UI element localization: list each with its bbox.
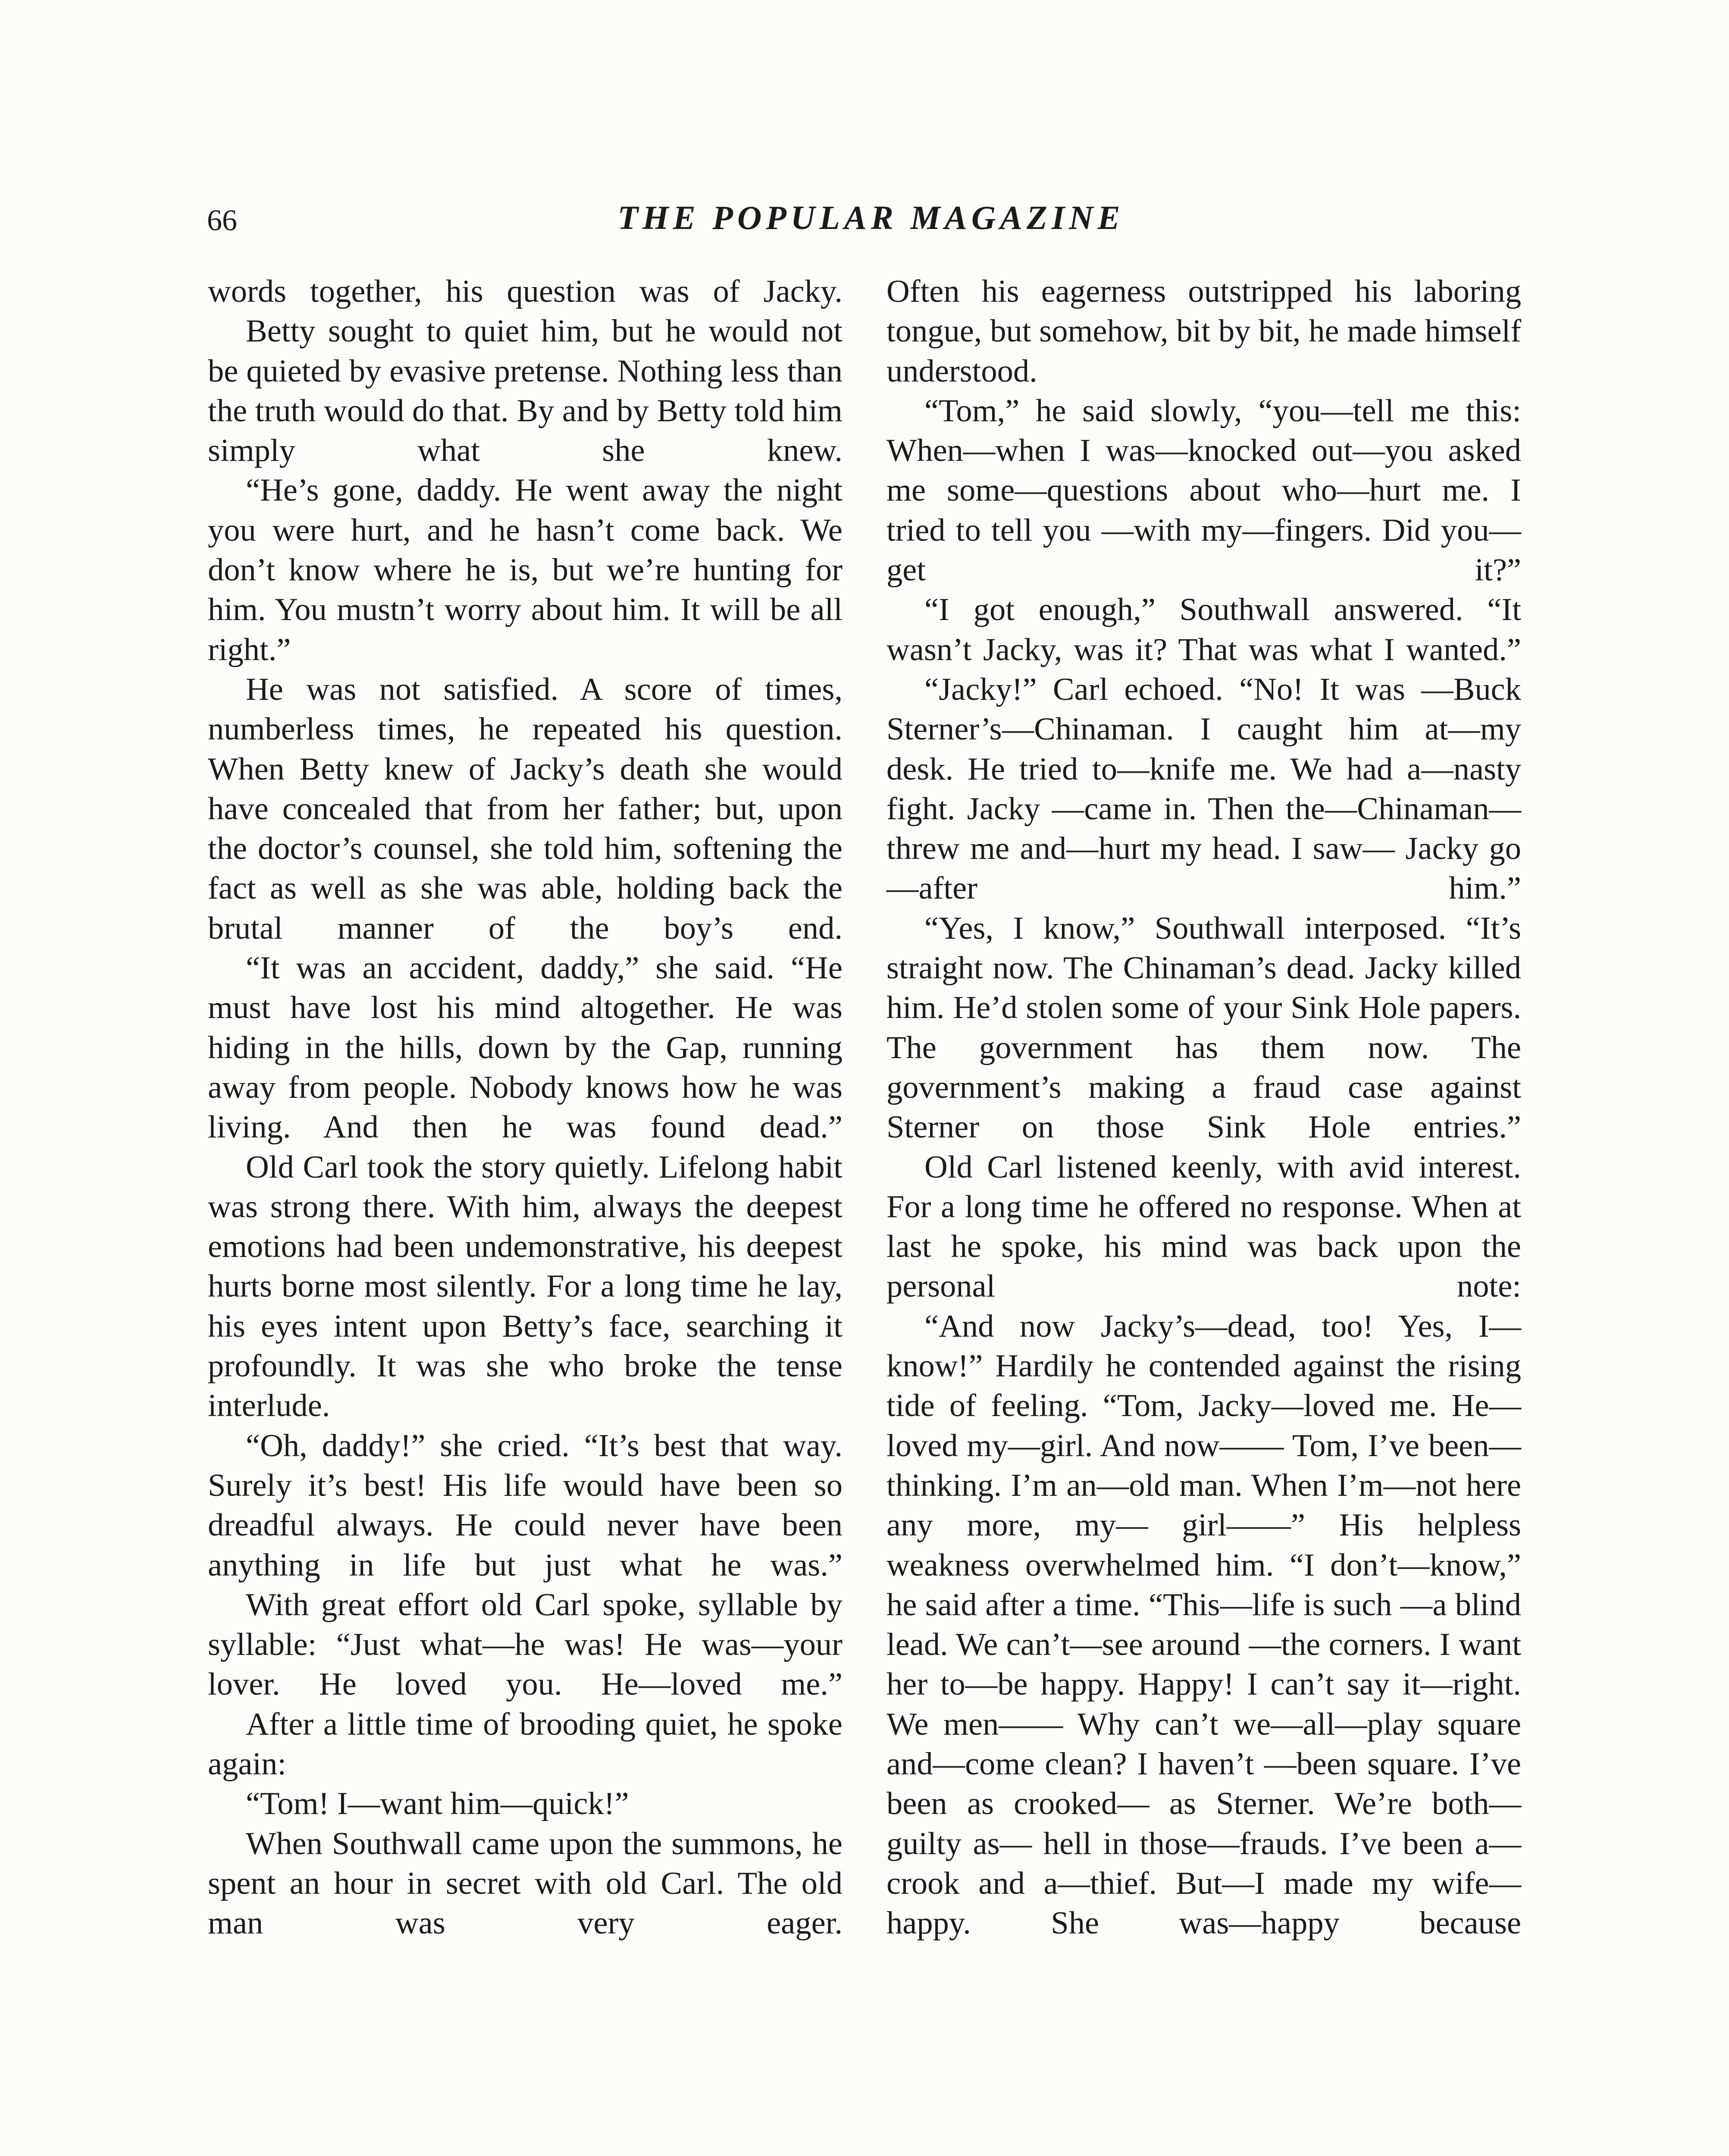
paragraph: Often his eagerness outstripped his laboring tongue, but somehow, bit by bit, he made himself understood. [886, 274, 1521, 389]
page-number: 66 [207, 204, 237, 237]
paragraph: “And now Jacky’s—dead, too! Yes, I—know!” Hardily he contended against the rising tide of feeling. “Tom, Jacky—loved me. He—loved my—girl. And now—— Tom, I’ve been—thinking. I’m an—old man. When I’m—not here any more, my— girl——” His helpless weakness overwhelmed him. “I don’t—know,” he said after a time. “This—life is such —a blind lead. We can’t—see around —the corners. I want her to—be happy. Happy! I can’t say it—right. We men—— Why can’t we—all—play square and—come clean? I haven’t —been square. I’ve been as crooked— as Sterner. We’re both—guilty as— hell in those—frauds. I’ve been a— crook and a—thief. But—I made my wife—happy. She was—happy because [886, 1308, 1521, 1941]
paragraph: “Tom,” he said slowly, “you—tell me this: When—when I was—knocked out—you asked me some—questions about who—hurt me. I tried to tell you —with my—fingers. Did you—get it?” [886, 393, 1521, 588]
paragraph: Betty sought to quiet him, but he would not be quieted by evasive pretense. Nothing less than the truth would do that. By and by Betty told him simply what she knew. [208, 313, 843, 469]
paragraph: “It was an accident, daddy,” she said. “He must have lost his mind altogether. He was hiding in the hills, down by the Gap, running away from people. Nobody knows how he was living. And then he was found dead.” [208, 950, 843, 1145]
paragraph: After a little time of brooding quiet, he spoke again: [208, 1706, 843, 1782]
paragraph: Old Carl took the story quietly. Lifelong habit was strong there. With him, always the deepest emotions had been undemonstrative, his deepest hurts borne most silently. For a long time he lay, his eyes intent upon Betty’s face, searching it profoundly. It was she who broke the tense interlude. [208, 1149, 843, 1424]
paragraph: “He’s gone, daddy. He went away the night you were hurt, and he hasn’t come back. We don’t know where he is, but we’re hunting for him. You mustn’t worry about him. It will be all right.” [208, 473, 843, 667]
running-head: THE POPULAR MAGAZINE [617, 199, 1124, 236]
paragraph: When Southwall came upon the summons, he spent an hour in secret with old Carl. The old man was very eager. [208, 1826, 843, 1941]
paragraph: He was not satisfied. A score of times, numberless times, he repeated his question. When Betty knew of Jacky’s death she would have concealed that from her father; but, upon the doctor’s counsel, she told him, softening the fact as well as she was able, holding back the brutal manner of the boy’s end. [208, 671, 843, 946]
paragraph: “Tom! I—want him—quick!” [246, 1786, 629, 1822]
paragraph: “Oh, daddy!” she cried. “It’s best that way. Surely it’s best! His life would have been so dreadful always. He could never have been anything in life but just what he was.” [208, 1428, 843, 1583]
left-text-column [208, 272, 843, 1943]
paragraph: “I got enough,” Southwall answered. “It wasn’t Jacky, was it? That was what I wanted.” [886, 592, 1521, 667]
right-text-column [886, 272, 1521, 1943]
paragraph: Old Carl listened keenly, with avid interest. For a long time he offered no response. When at last he spoke, his mind was back upon the personal note: [886, 1149, 1521, 1304]
paragraph: With great effort old Carl spoke, syllable by syllable: “Just what—he was! He was—your lover. He loved you. He—loved me.” [208, 1587, 843, 1702]
paragraph: “Yes, I know,” Southwall interposed. “It’s straight now. The Chinaman’s dead. Jacky killed him. He’d stolen some of your Sink Hole papers. The government has them now. The government’s making a fraud case against Sterner on those Sink Hole entries.” [886, 910, 1521, 1145]
paragraph: “Jacky!” Carl echoed. “No! It was —Buck Sterner’s—Chinaman. I caught him at—my desk. He tried to—knife me. We had a—nasty fight. Jacky —came in. Then the—Chinaman— threw me and—hurt my head. I saw— Jacky go—after him.” [886, 671, 1521, 906]
paragraph: words together, his question was of Jacky. [208, 274, 843, 309]
